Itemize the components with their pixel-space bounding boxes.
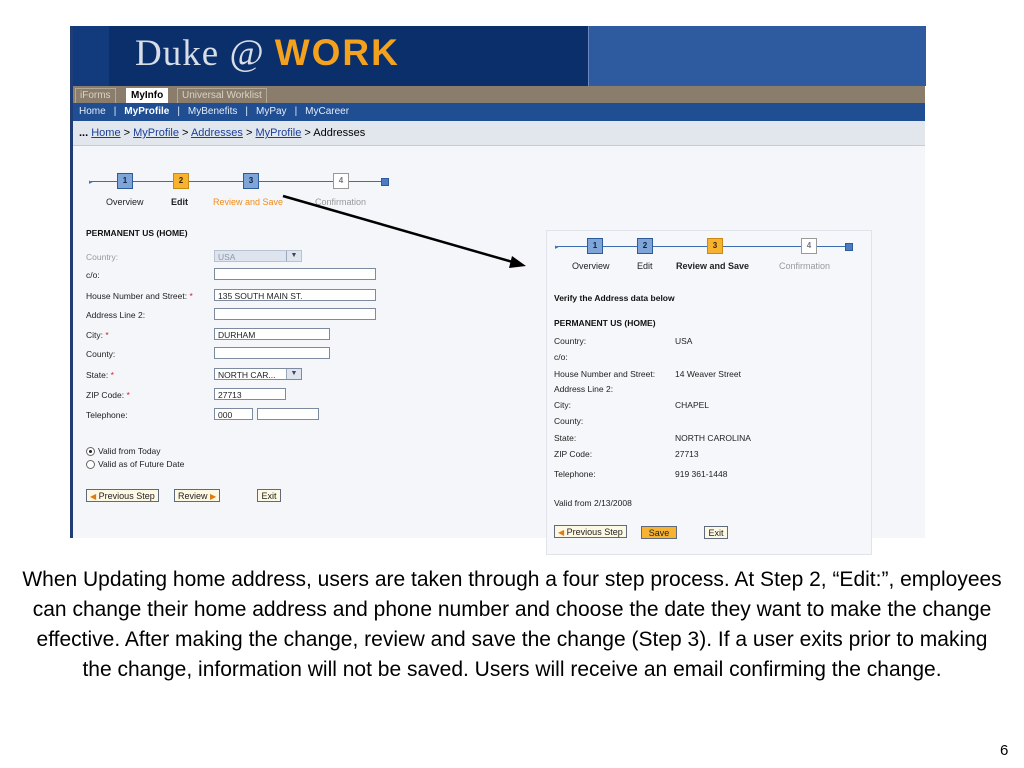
nav-home[interactable]: Home [79,106,106,117]
step-3-box[interactable]: 3 [707,238,723,254]
street-label-text: House Number and Street: [86,291,188,301]
review-county-label: County: [554,416,584,426]
logo-duke: Duke [135,33,220,74]
review-address-heading: PERMANENT US (HOME) [554,318,656,328]
breadcrumb-current: Addresses [313,127,366,139]
telephone-label: Telephone: [86,410,128,420]
chevron-down-icon[interactable]: ▼ [286,369,301,379]
step-3-label: Review and Save [676,261,750,271]
step-start-arrow-icon: ▸ [555,244,559,251]
review-screenshot [546,230,872,555]
step-1-label: Overview [106,197,144,207]
nav-myprofile[interactable]: MyProfile [124,106,170,117]
nav-mycareer[interactable]: MyCareer [305,106,350,117]
exit-button[interactable]: Exit [257,489,281,502]
radio-valid-future-label: Valid as of Future Date [98,459,185,469]
breadcrumb-myprofile[interactable]: MyProfile [133,127,179,139]
page-number: 6 [1000,742,1009,759]
breadcrumb-separator: > [304,127,311,139]
county-label: County: [86,349,116,359]
review-state-label: State: [554,433,577,443]
logo-work: WORK [274,32,400,73]
step-4-label: Confirmation [779,261,831,271]
review-label: Review [178,491,208,501]
step-start-arrow-icon: ▸ [89,179,93,186]
step-1-label: Overview [572,261,610,271]
co-label: c/o: [86,270,100,280]
step-2-box[interactable]: 2 [173,173,189,189]
phone-area-input[interactable]: 000 [214,408,253,420]
triangle-right-icon: ▶ [210,492,217,501]
nav-separator: | [294,106,298,117]
review-line2-label: Address Line 2: [554,384,614,394]
country-label: Country: [86,252,119,262]
city-label-text: City: [86,330,103,340]
review-city-value: CHAPEL [675,400,710,410]
slide-caption: When Updating home address, users are taken through a four step process. At Step 2, “Edit:”, employees can change their home address and phone number and choose the date they want to make the change effective. After making the change, review and save the change (Step 3). If a user exits prior to making the change, information will not be saved. Users will receive an email confirming the change. [22,568,1002,681]
street-input[interactable]: 135 SOUTH MAIN ST. [214,289,376,301]
review-telephone-value: 919 361-1448 [675,469,728,479]
address-line2-label: Address Line 2: [86,310,146,320]
valid-from-text: Valid from 2/13/2008 [554,498,632,508]
breadcrumb-separator: > [245,127,253,139]
nav-separator: | [245,106,248,117]
nav-separator: | [177,106,180,117]
tab-myinfo[interactable]: MyInfo [126,88,168,103]
required-mark: * [189,291,193,301]
save-button[interactable]: Save [641,526,677,539]
required-mark: * [105,330,109,340]
review-city-label: City: [554,400,571,410]
step-1-box[interactable]: 1 [587,238,603,254]
breadcrumb-ellipsis: ... [79,127,89,139]
review-exit-button[interactable]: Exit [704,526,728,539]
state-value: NORTH CAR... [218,370,276,380]
step-3-label: Review and Save [213,197,284,207]
breadcrumb-myprofile-2[interactable]: MyProfile [255,127,302,139]
step-2-label: Edit [637,261,653,271]
step-4-label: Confirmation [315,197,367,207]
review-zip-value: 27713 [675,449,699,459]
tab-universal-worklist[interactable]: Universal Worklist [177,88,267,103]
nav-mybenefits[interactable]: MyBenefits [187,106,238,117]
step-2-box[interactable]: 2 [637,238,653,254]
triangle-left-icon: ◀ [558,528,565,537]
step-4-box[interactable]: 4 [333,173,349,189]
review-previous-step-label: Previous Step [566,527,623,537]
chevron-down-icon: ▼ [286,251,301,261]
zip-label-text: ZIP Code: [86,390,125,400]
triangle-left-icon: ◀ [90,492,97,501]
review-telephone-label: Telephone: [554,469,596,479]
review-co-label: c/o: [554,352,568,362]
review-country-label: Country: [554,336,587,346]
required-mark: * [126,390,130,400]
tab-iforms[interactable]: iForms [75,88,116,103]
review-zip-label: ZIP Code: [554,449,593,459]
nav-separator: | [113,106,117,117]
address-type-heading: PERMANENT US (HOME) [86,228,188,238]
review-street-label: House Number and Street: [554,369,656,379]
review-state-value: NORTH CAROLINA [675,433,751,443]
country-value: USA [218,252,236,262]
review-previous-step-button[interactable] [554,525,627,538]
required-mark: * [110,370,114,380]
logo-at: @ [229,33,265,74]
step-2-label: Edit [171,197,188,207]
breadcrumb-home[interactable]: Home [91,127,121,139]
state-label-text: State: [86,370,109,380]
zip-input[interactable]: 27713 [214,388,286,400]
breadcrumb-addresses[interactable]: Addresses [190,127,243,139]
previous-step-label: Previous Step [98,491,155,501]
review-street-value: 14 Weaver Street [675,369,741,379]
step-4-box[interactable]: 4 [801,238,817,254]
city-input[interactable]: DURHAM [214,328,330,340]
step-3-box[interactable]: 3 [243,173,259,189]
breadcrumb-separator: > [182,127,189,139]
breadcrumb-separator: > [123,127,131,139]
nav-mypay[interactable]: MyPay [256,106,287,117]
step-end-marker [845,243,853,251]
step-1-box[interactable]: 1 [117,173,133,189]
radio-valid-today-label: Valid from Today [98,446,161,456]
review-step-indicator [547,231,871,281]
verify-instruction: Verify the Address data below [554,293,675,303]
review-country-value: USA [675,336,693,346]
